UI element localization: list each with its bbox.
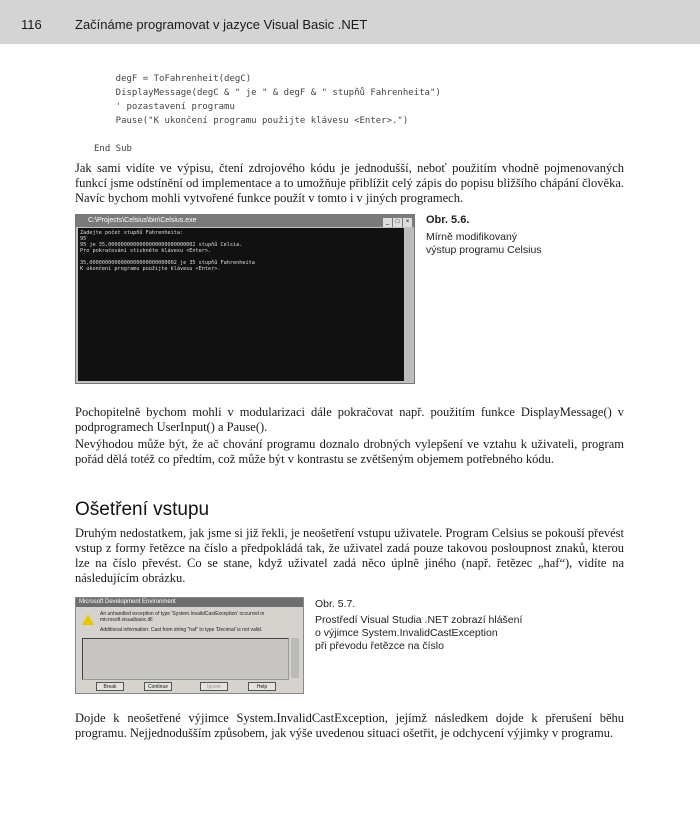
code-line xyxy=(94,128,441,142)
caption-line: Mírně modifikovaný xyxy=(426,231,518,243)
dialog-title: Microsoft Development Environment xyxy=(76,598,303,607)
close-icon: × xyxy=(403,218,412,227)
code-line: DisplayMessage(degC & " je " & degF & " stupňů Fahrenheita") xyxy=(94,88,441,98)
ignore-button: Ignore xyxy=(200,682,228,691)
minimize-icon: _ xyxy=(383,218,392,227)
console-scrollbar xyxy=(405,228,413,381)
maximize-icon: □ xyxy=(393,218,402,227)
caption-line: Prostředí Visual Studia .NET zobrazí hlášení xyxy=(315,614,523,626)
code-line: ' pozastavení programu xyxy=(94,102,235,112)
figure-label: Obr. 5.7. xyxy=(315,598,356,610)
code-line: Pause("K ukončení programu použijte klávesu <Enter>.") xyxy=(94,116,409,126)
paragraph-modularization: Pochopitelně bychom mohli v modularizaci dále pokračovat např. použitím funkce DisplayMessage() v podprogramech UserInput() a Pause(). xyxy=(75,405,624,434)
help-button: Help xyxy=(248,682,276,691)
warning-icon xyxy=(82,614,94,625)
continue-button: Continue xyxy=(144,682,172,691)
figure-label: Obr. 5.6. xyxy=(426,214,470,226)
code-line: degF = ToFahrenheit(degC) xyxy=(94,74,252,84)
paragraph-intro: Jak sami vidíte ve výpisu, čtení zdrojového kódu je jednodušší, neboť použitím vhodně pojmenovaných funkcí jsme odstínění od implementace a to umožňuje přiblížit celý zápis do popisu bližšího chápání člověka. Navíc bychom mohli vytvořené funkce použít v tomto i v jiných programech. xyxy=(75,161,624,205)
console-window-screenshot xyxy=(75,214,415,384)
paragraph-disadvantage: Nevýhodou může být, že ač chování programu doznalo drobných vylepšení ve vztahu k uživateli, program pořád dělá totéž co předtím, což může být v kontrastu se zvětšeným objemem potřebného kódu. xyxy=(75,437,624,466)
code-listing xyxy=(94,72,441,156)
page-number: 116 xyxy=(21,17,42,32)
break-button: Break xyxy=(96,682,124,691)
section-heading: Ošetření vstupu xyxy=(75,499,210,520)
dialog-details-pane xyxy=(82,638,289,680)
paragraph-exception: Dojde k neošetřené výjimce System.InvalidCastException, jejímž následkem dojde k přerušení běhu programu. Nejjednodušším způsobem, jak výše uvedenou situaci ošetřit, je odchycení výjimky v programu. xyxy=(75,711,624,740)
exception-dialog-screenshot xyxy=(75,597,304,694)
console-window-title: C:\Projects\Celsius\bin\Celsius.exe xyxy=(88,217,197,224)
running-header xyxy=(0,0,700,44)
dialog-message: An unhandled exception of type 'System.InvalidCastException' occurred in microsoft.visualbasic.dll xyxy=(100,611,265,623)
caption-line: o výjimce System.InvalidCastException xyxy=(315,627,498,639)
window-controls xyxy=(382,216,412,228)
figure-5-6-caption xyxy=(426,214,542,257)
figure-5-7-caption xyxy=(315,598,522,653)
caption-line: výstup programu Celsius xyxy=(426,244,542,256)
paragraph-input-handling: Druhým nedostatkem, jak jsme si již řekli, je neošetření vstupu uživatele. Program Celsius se pokouší převést vstup z formy řetězce na číslo a předpokládá tak, že uživatel zadá pouze takovou posloupnost znaků, kterou lze na číslo převést. Co se stane, když uživatel zadá něco úplně jiného (např. řetězec „haf“), vidíte na následujícím obrázku. xyxy=(75,526,624,585)
running-title: Začínáme programovat v jazyce Visual Basic .NET xyxy=(75,17,368,32)
console-output: Zadejte počet stupňů Fahrenheita: 95 95 je 35,0000000000000000000000000002 stupňů Celsia. Pro pokračování stiskněte klávesu <Enter>. 35,0000000000000000000000000002 je 35 stupňů Fahrenheita K ukončení programu použijte klávesu <Enter>. xyxy=(78,228,404,381)
dialog-additional-info: Additional information: Cast from string "haf" to type 'Decimal' is not valid. xyxy=(100,627,263,633)
caption-line: při převodu řetězce na číslo xyxy=(315,640,444,652)
dialog-scrollbar xyxy=(291,638,299,678)
code-line: End Sub xyxy=(94,144,132,154)
console-title-bar xyxy=(76,215,414,227)
